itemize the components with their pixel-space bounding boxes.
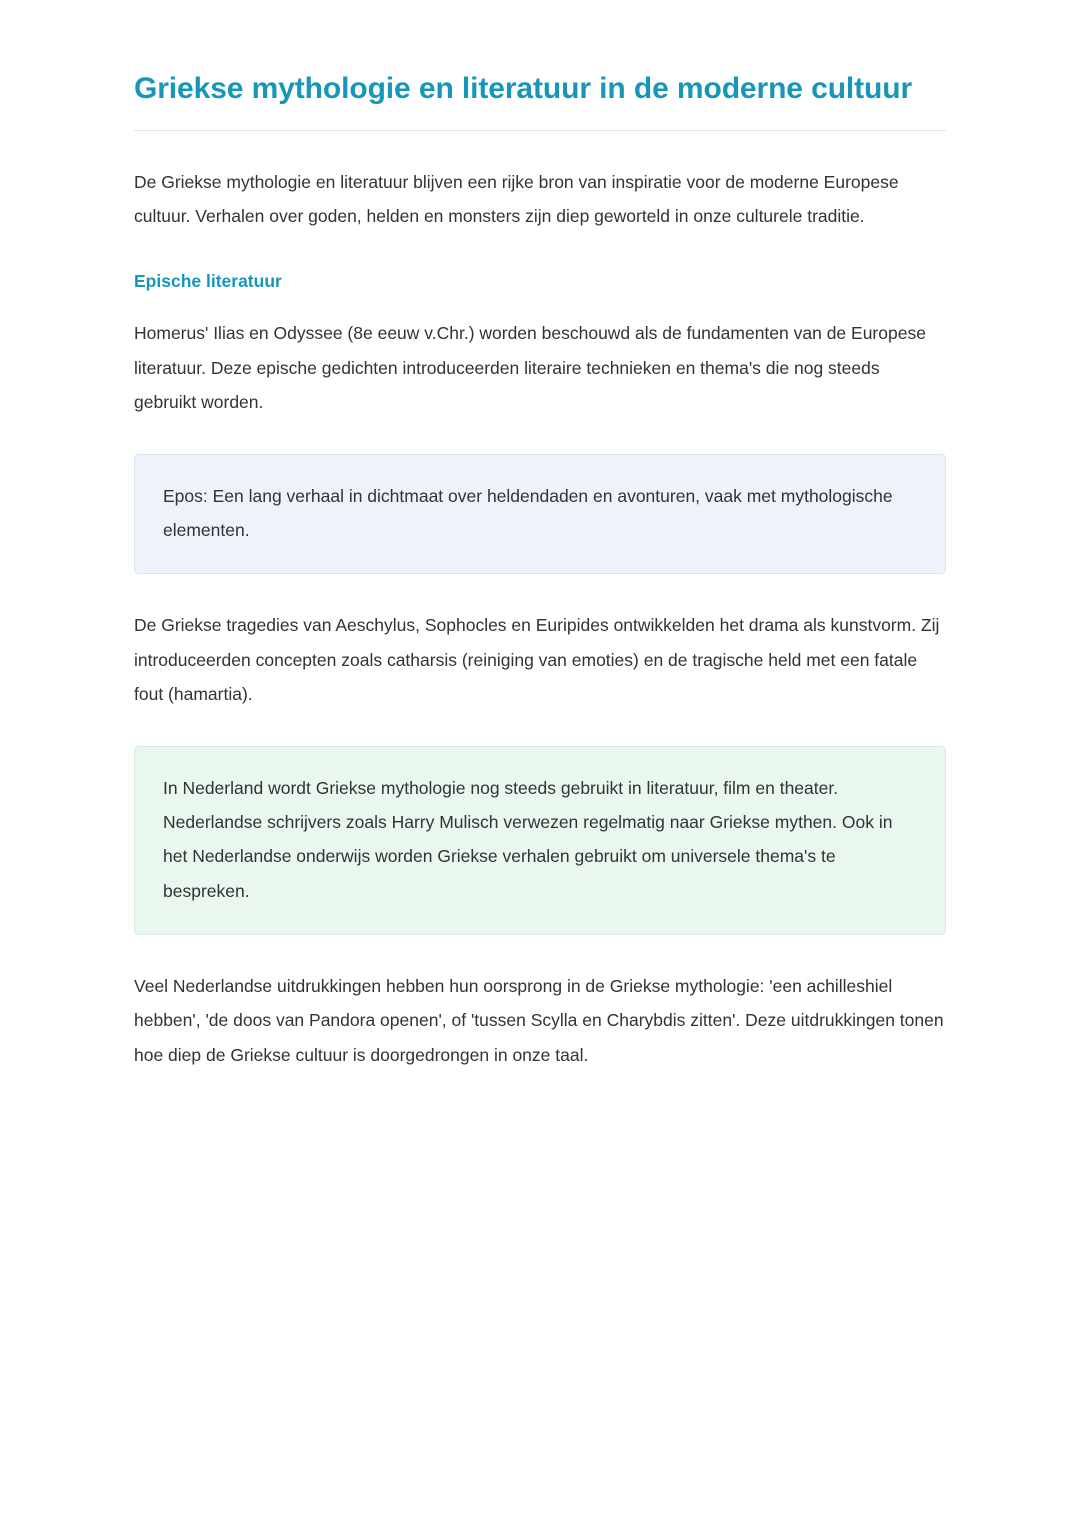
paragraph-epic-literature: Homerus' Ilias en Odyssee (8e eeuw v.Chr.) worden beschouwd als de fundamenten van de Europese literatuur. Deze epische gedichten introduceerden literaire technieken en thema's die nog steeds gebruikt worden. — [134, 323, 926, 413]
note-callout — [134, 746, 946, 935]
intro-paragraph: De Griekse mythologie en literatuur blijven een rijke bron van inspiratie voor de moderne Europese cultuur. Verhalen over goden, helden en monsters zijn diep geworteld in onze culturele traditie. — [134, 171, 899, 227]
definition-callout-text: Epos: Een lang verhaal in dichtmaat over heldendaden en avonturen, vaak met mythologische elementen. — [163, 485, 893, 541]
page-title: Griekse mythologie en literatuur in de moderne cultuur — [134, 72, 913, 105]
title-divider — [134, 130, 946, 131]
definition-callout — [134, 454, 946, 574]
page-bottom-whitespace — [134, 1107, 946, 1407]
paragraph-dutch-expressions: Veel Nederlandse uitdrukkingen hebben hun oorsprong in de Griekse mythologie: 'een achilleshiel hebben', 'de doos van Pandora openen', of 'tussen Scylla en Charybdis zitten'. Deze uitdrukkingen tonen hoe diep de Griekse cultuur is doorgedrongen in onze taal. — [134, 975, 944, 1065]
section-heading-epische-literatuur: Epische literatuur — [134, 270, 282, 291]
paragraph-greek-tragedy: De Griekse tragedies van Aeschylus, Sophocles en Euripides ontwikkelden het drama als kunstvorm. Zij introduceerden concepten zoals catharsis (reiniging van emoties) en de tragische held met een fatale fout (hamartia). — [134, 615, 940, 705]
note-callout-text: In Nederland wordt Griekse mythologie nog steeds gebruikt in literatuur, film en theater. Nederlandse schrijvers zoals Harry Mulisch verwezen regelmatig naar Griekse mythen. Ook in het Nederlandse onderwijs worden Griekse verhalen gebruikt om universele thema's te bespreken. — [163, 778, 893, 901]
